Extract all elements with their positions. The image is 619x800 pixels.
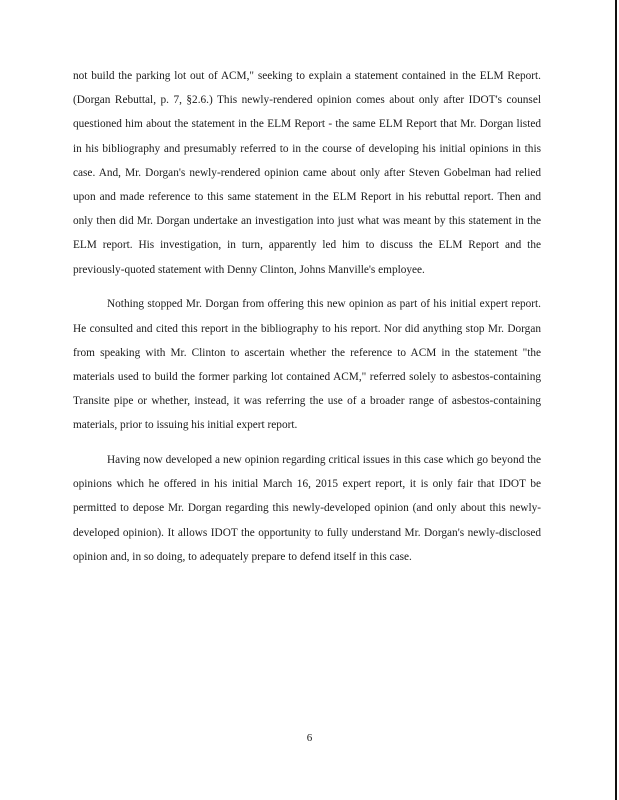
page-number: 6 [306,732,313,744]
paragraph-nothing-stopped: Nothing stopped Mr. Dorgan from offering this new opinion as part of his initial expert report. He consulted and cited this report in the bibliography to his report. Nor did anything stop Mr. Dorgan from speaking with Mr. Clinton to ascertain whether the reference to ACM in the statement "the materials used to build the former parking lot contained ACM," referred solely to asbestos-containing Transite pipe or whether, instead, it was referring the use of a broader range of asbestos-containing materials, prior to issuing his initial expert report. [73,298,541,432]
paragraph-having-now: Having now developed a new opinion regarding critical issues in this case which go beyond the opinions which he offered in his initial March 16, 2015 expert report, it is only fair that IDOT be permitted to depose Mr. Dorgan regarding this newly-developed opinion (and only about this newly-developed opinion). It allows IDOT the opportunity to fully understand Mr. Dorgan's newly-disclosed opinion and, in so doing, to adequately prepare to defend itself in this case. [73,454,541,563]
page-edge-line [615,0,617,800]
paragraph-continued: not build the parking lot out of ACM," seeking to explain a statement contained in the ELM Report. (Dorgan Rebuttal, p. 7, §2.6.) This newly-rendered opinion comes about only after IDOT's counsel questioned him about the statement in the ELM Report - the same ELM Report that Mr. Dorgan listed in his bibliography and presumably referred to in the course of developing his initial opinions in this case. And, Mr. Dorgan's newly-rendered opinion came about only after Steven Gobelman had relied upon and made reference to this same statement in the ELM Report in his rebuttal report. Then and only then did Mr. Dorgan undertake an investigation into just what was meant by this statement in the ELM report. His investigation, in turn, apparently led him to discuss the ELM Report and the previously-quoted statement with Denny Clinton, Johns Manville's employee. [73,70,541,276]
body-text [73,64,541,580]
